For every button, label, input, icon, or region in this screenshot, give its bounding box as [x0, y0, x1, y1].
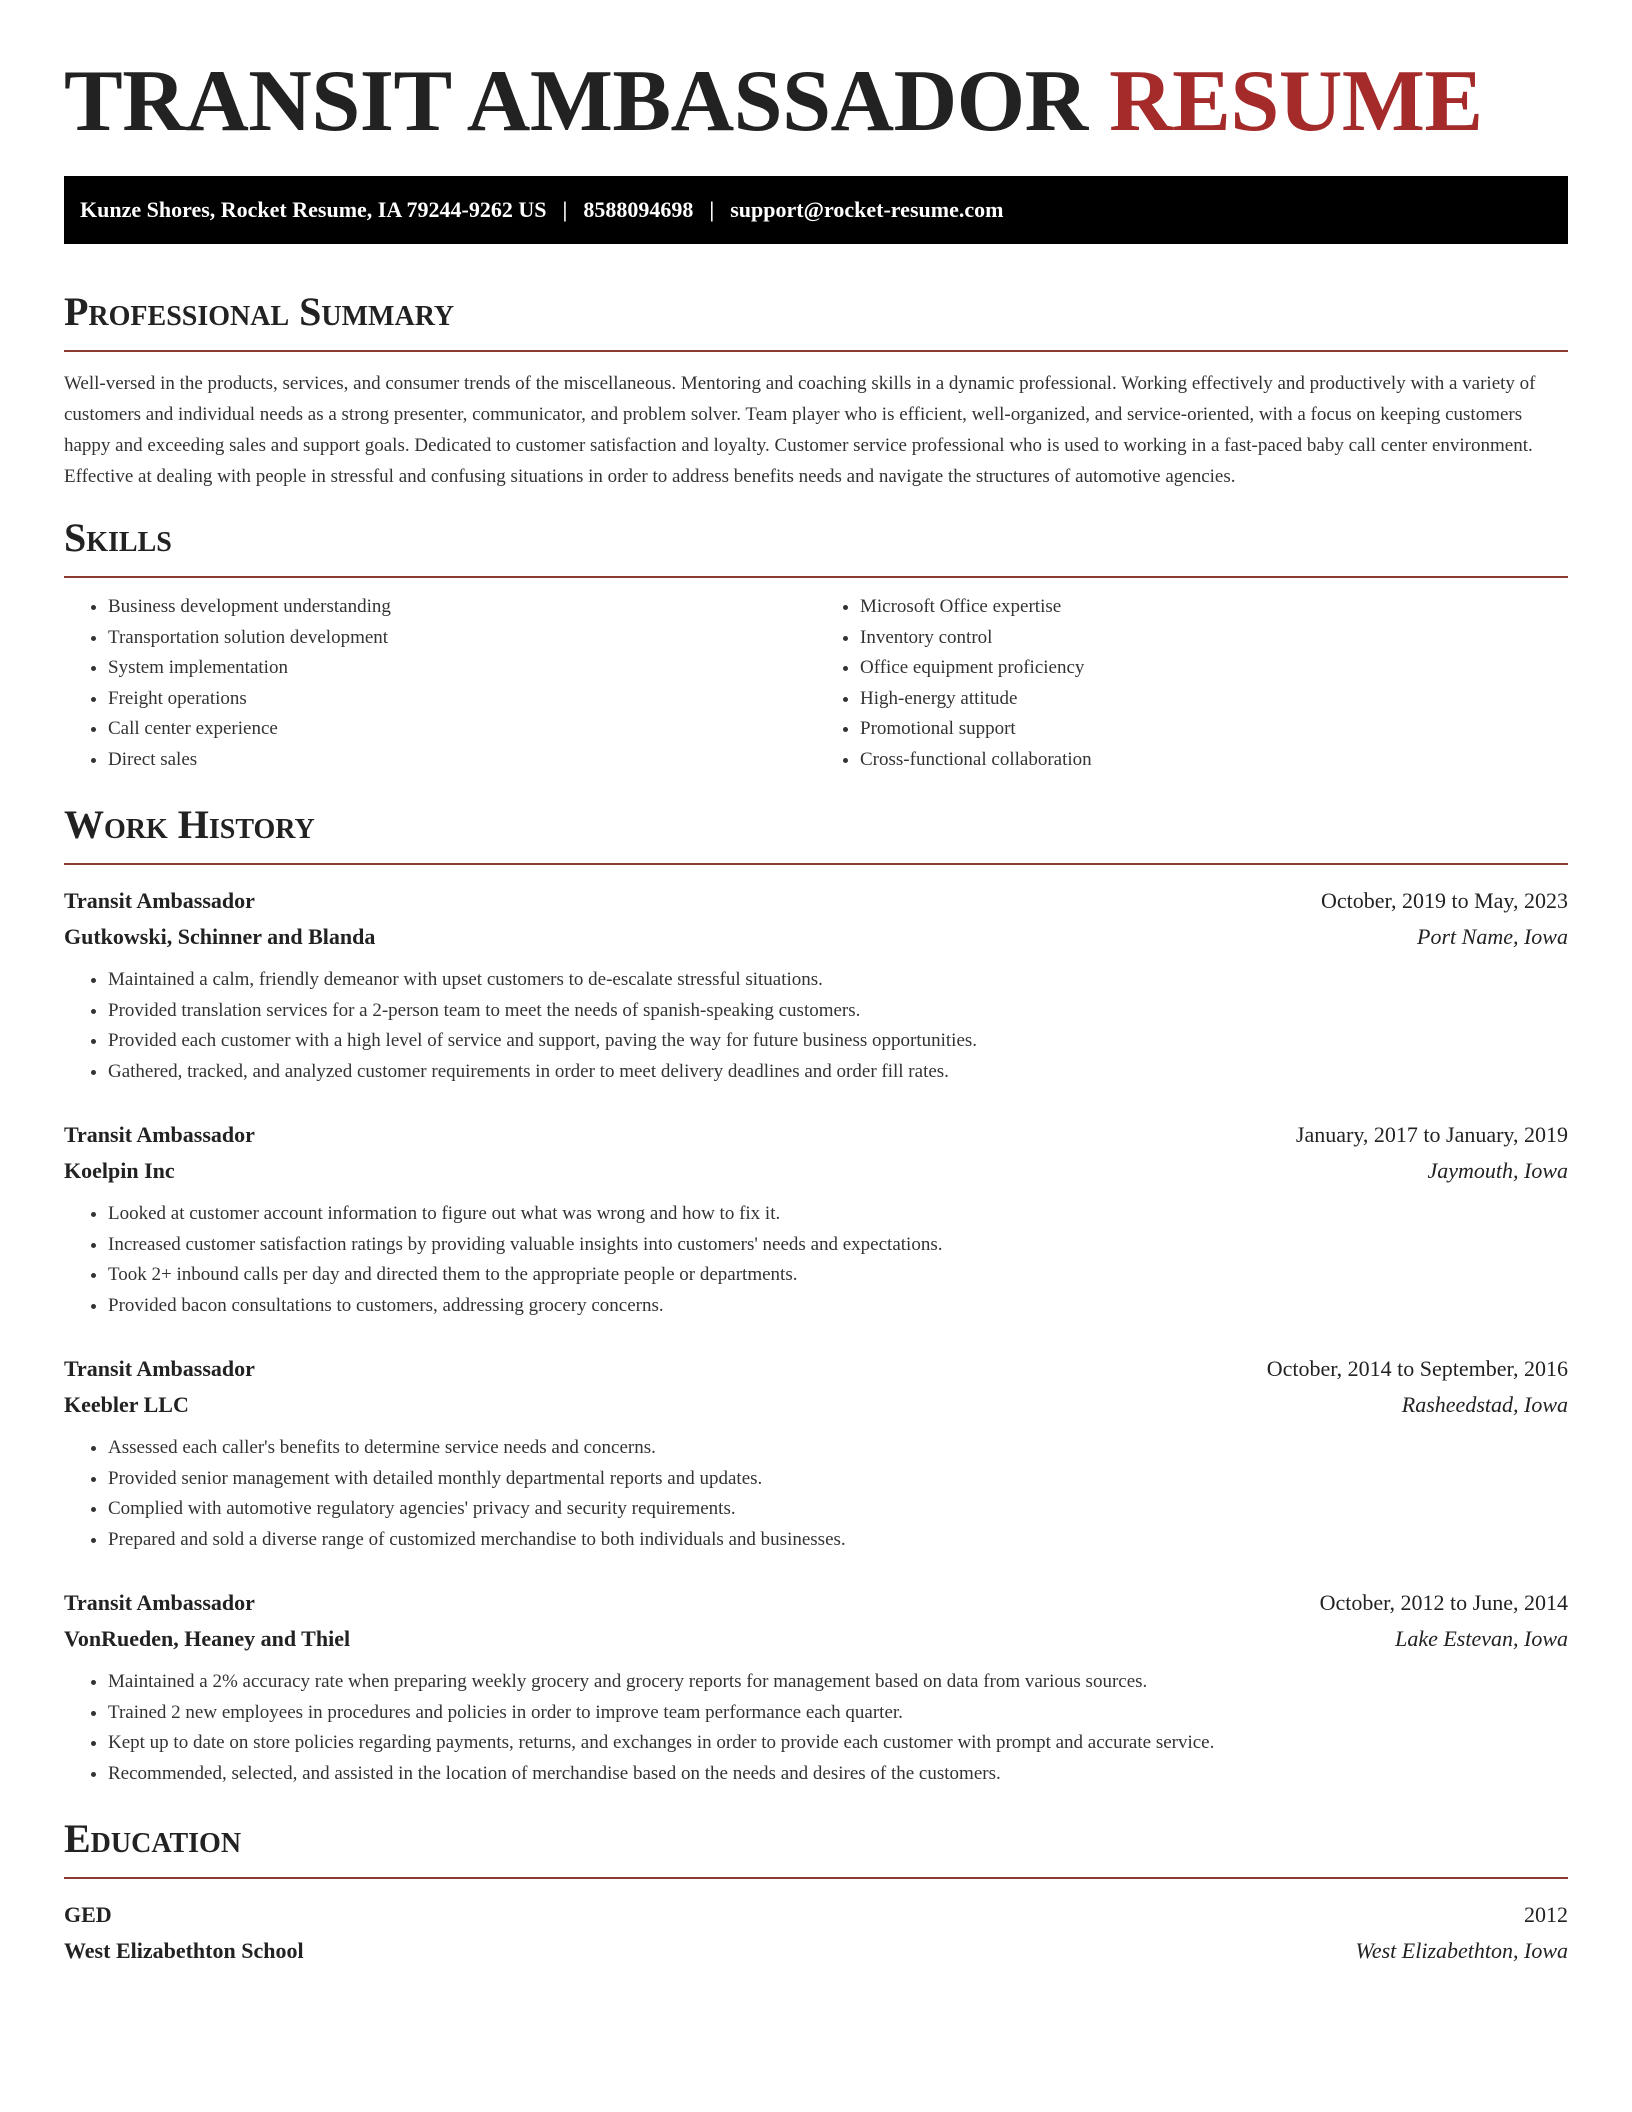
education-section: [64, 1815, 1568, 1969]
job-bullet: • Prepared and sold a diverse range of customized merchandise to both individuals and businesses.: [108, 1525, 1568, 1556]
job-bullets: [64, 1199, 1568, 1321]
job-bullet: • Maintained a 2% accuracy rate when preparing weekly grocery and grocery reports for management based on data from various sources.: [108, 1667, 1568, 1698]
job-bullet: • Assessed each caller's benefits to determine service needs and concerns.: [108, 1433, 1568, 1464]
work-history-heading: Work History: [64, 801, 1568, 865]
job-bullet: • Gathered, tracked, and analyzed customer requirements in order to meet delivery deadlines and order fill rates.: [108, 1057, 1568, 1088]
job-bullet: • Complied with automotive regulatory agencies' privacy and security requirements.: [108, 1494, 1568, 1525]
education-year: 2012: [1524, 1902, 1568, 1927]
summary-text: Well-versed in the products, services, and consumer trends of the miscellaneous. Mentoring and coaching skills in a dynamic professional. Working effectively and productively with a variety of customers and individual needs as a strong presenter, communicator, and problem solver. Team player who is efficient, well-organized, and service-oriented, with a focus on keeping customers happy and exceeding sales and support goals. Dedicated to customer satisfaction and loyalty. Customer service professional who is used to working in a fast-paced baby call center environment. Effective at dealing with people in stressful and confusing situations in order to address benefits needs and navigate the structures of automotive agencies.: [64, 373, 1536, 487]
job-dates: January, 2017 to January, 2019: [1295, 1122, 1568, 1147]
job-bullet: • Recommended, selected, and assisted in the location of merchandise based on the needs and desires of the customers.: [108, 1759, 1568, 1790]
skill-item: • System implementation: [108, 653, 816, 684]
job-bullet: • Increased customer satisfaction ratings by providing valuable insights into customers' needs and expectations.: [108, 1230, 1568, 1261]
education-location: West Elizabethton, Iowa: [1355, 1938, 1568, 1963]
job-bullet: • Maintained a calm, friendly demeanor with upset customers to de-escalate stressful situations.: [108, 965, 1568, 996]
work-history-section: [64, 801, 1568, 1789]
education-heading: Education: [64, 1815, 1568, 1879]
job-bullets: [64, 965, 1568, 1087]
contact-separator: |: [562, 197, 568, 222]
job-title: Transit Ambassador: [64, 1122, 255, 1147]
contact-address: Kunze Shores, Rocket Resume, IA 79244-9262 US: [80, 197, 547, 222]
job-title: Transit Ambassador: [64, 888, 255, 913]
job-bullets: [64, 1667, 1568, 1789]
contact-separator: |: [709, 197, 715, 222]
job-bullet: • Provided each customer with a high level of service and support, paving the way for future business opportunities.: [108, 1026, 1568, 1057]
job-dates: October, 2019 to May, 2023: [1321, 888, 1568, 913]
contact-phone: 8588094698: [583, 197, 694, 222]
job-bullet: • Took 2+ inbound calls per day and directed them to the appropriate people or departments.: [108, 1260, 1568, 1291]
job-entry: [64, 1117, 1568, 1321]
skills-section: [64, 514, 1568, 775]
job-bullet: • Kept up to date on store policies regarding payments, returns, and exchanges in order to provide each customer with prompt and accurate service.: [108, 1728, 1568, 1759]
resume-title: [64, 52, 1568, 152]
job-title: Transit Ambassador: [64, 1356, 255, 1381]
title-main: TRANSIT AMBASSADOR: [64, 53, 1088, 150]
job-bullet: • Trained 2 new employees in procedures and policies in order to improve team performance each quarter.: [108, 1698, 1568, 1729]
job-bullets: [64, 1433, 1568, 1555]
job-entry: [64, 1351, 1568, 1555]
education-school: West Elizabethton School: [64, 1938, 304, 1963]
skill-item: • Freight operations: [108, 684, 816, 715]
job-dates: October, 2012 to June, 2014: [1319, 1590, 1568, 1615]
contact-bar: [64, 176, 1568, 244]
job-location: Lake Estevan, Iowa: [1395, 1626, 1568, 1651]
job-bullet: • Provided senior management with detailed monthly departmental reports and updates.: [108, 1464, 1568, 1495]
job-title: Transit Ambassador: [64, 1590, 255, 1615]
job-company: VonRueden, Heaney and Thiel: [64, 1626, 351, 1651]
job-entry: [64, 1585, 1568, 1789]
job-bullet: • Looked at customer account information to figure out what was wrong and how to fix it.: [108, 1199, 1568, 1230]
skills-column-left: [64, 592, 816, 775]
job-bullet: • Provided translation services for a 2-person team to meet the needs of spanish-speaking customers.: [108, 996, 1568, 1027]
skill-item: • Inventory control: [860, 623, 1568, 654]
skill-item: • Direct sales: [108, 745, 816, 776]
summary-heading: Professional Summary: [64, 288, 1568, 352]
skill-item: • High-energy attitude: [860, 684, 1568, 715]
resume-page: [64, 0, 1568, 1969]
job-location: Rasheedstad, Iowa: [1401, 1392, 1568, 1417]
education-entry: [64, 1897, 1568, 1969]
summary-section: [64, 288, 1568, 492]
skills-heading: Skills: [64, 514, 1568, 578]
education-degree: GED: [64, 1902, 112, 1927]
skill-item: • Call center experience: [108, 714, 816, 745]
job-company: Gutkowski, Schinner and Blanda: [64, 924, 376, 949]
job-location: Port Name, Iowa: [1417, 924, 1568, 949]
job-company: Keebler LLC: [64, 1392, 189, 1417]
skill-item: • Promotional support: [860, 714, 1568, 745]
skill-item: • Business development understanding: [108, 592, 816, 623]
skill-item: • Transportation solution development: [108, 623, 816, 654]
skills-list: [64, 592, 1568, 775]
job-company: Koelpin Inc: [64, 1158, 175, 1183]
contact-email: support@rocket-resume.com: [730, 197, 1004, 222]
job-dates: October, 2014 to September, 2016: [1266, 1356, 1568, 1381]
skill-item: • Office equipment proficiency: [860, 653, 1568, 684]
job-entry: [64, 883, 1568, 1087]
skills-column-right: [816, 592, 1568, 775]
job-location: Jaymouth, Iowa: [1427, 1158, 1568, 1183]
title-accent: RESUME: [1109, 53, 1483, 150]
job-bullet: • Provided bacon consultations to customers, addressing grocery concerns.: [108, 1291, 1568, 1322]
skill-item: • Microsoft Office expertise: [860, 592, 1568, 623]
skill-item: • Cross-functional collaboration: [860, 745, 1568, 776]
